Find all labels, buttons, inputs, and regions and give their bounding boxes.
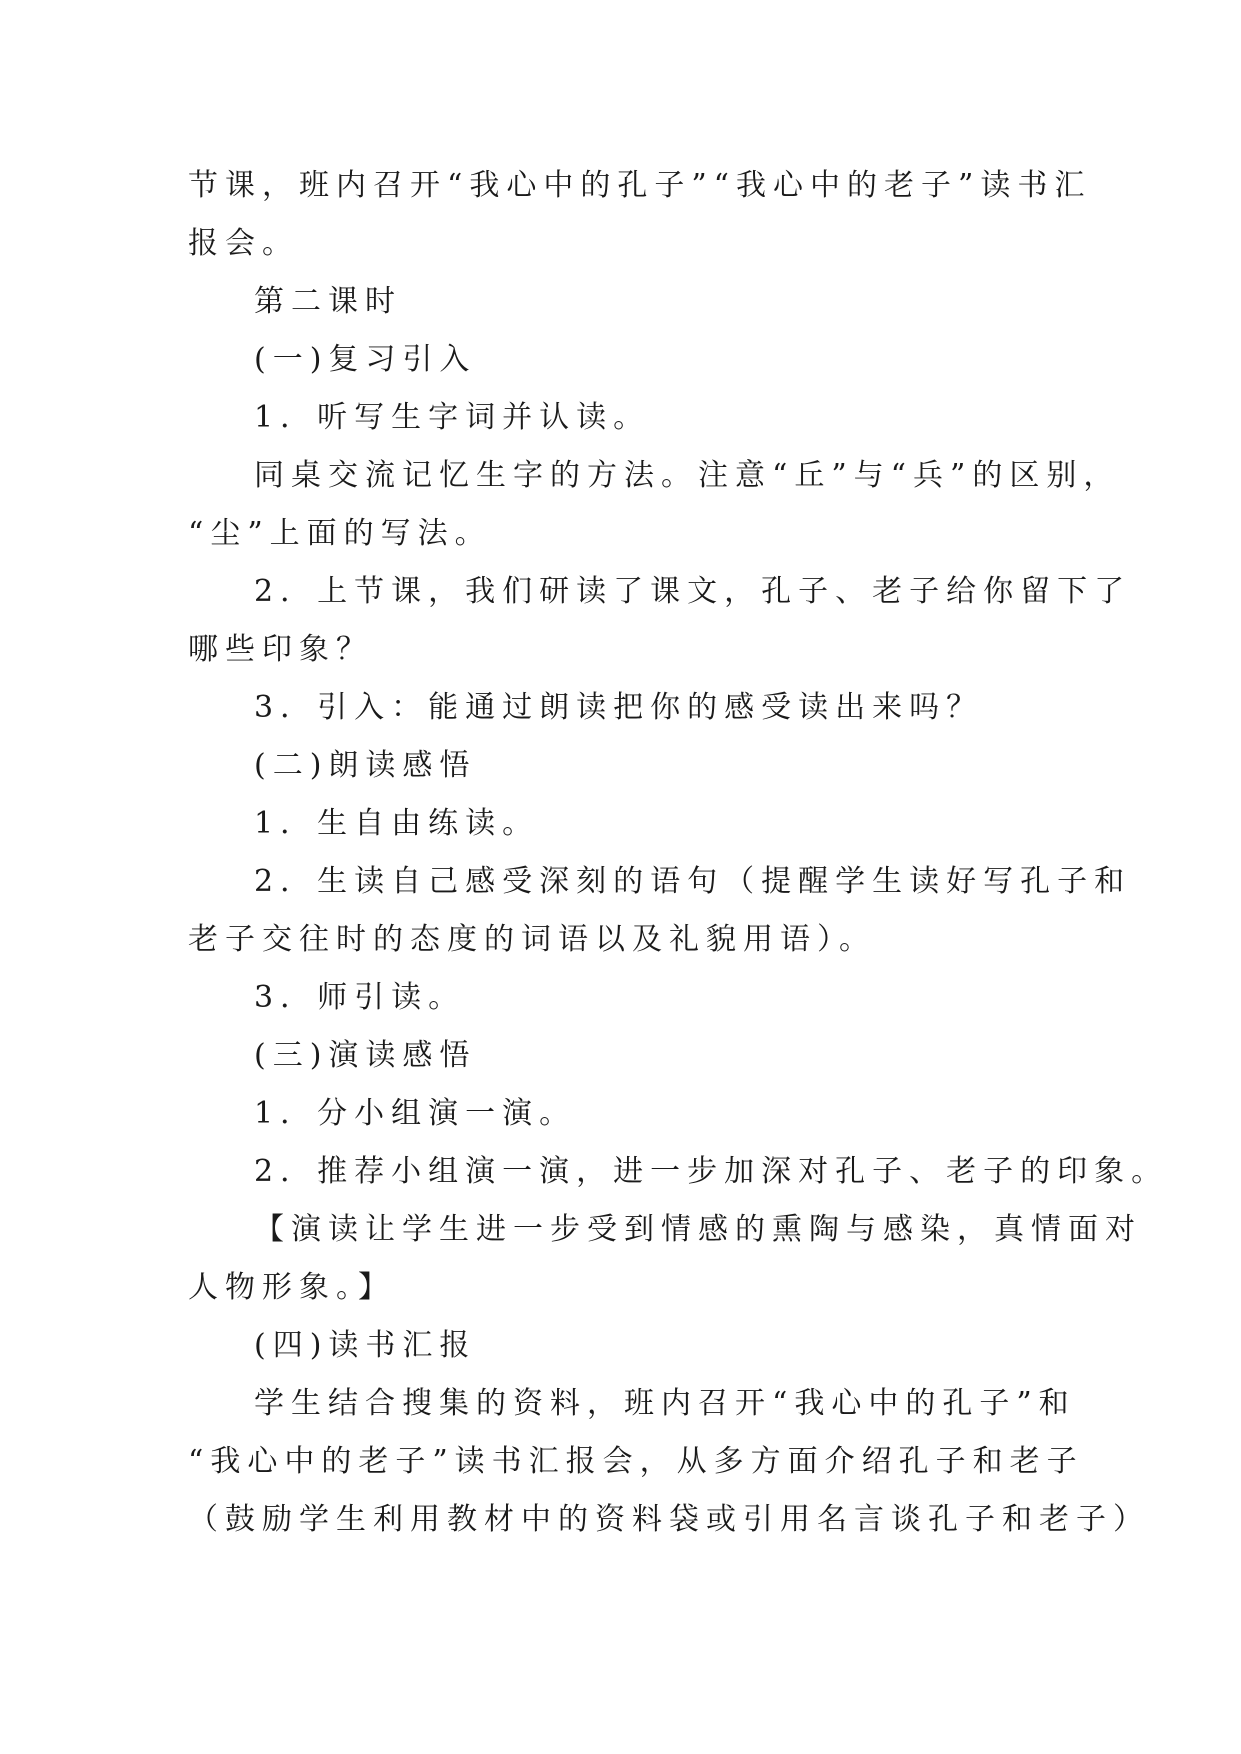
text-line: 报会。 <box>188 226 299 261</box>
text-line: 同桌交流记忆生字的方法。注意“丘”与“兵”的区别， <box>254 458 1121 493</box>
text-line: 1．分小组演一演。 <box>254 1096 577 1131</box>
text-line: 哪些印象？ <box>188 632 373 667</box>
section-heading: (二)朗读感悟 <box>254 748 477 783</box>
section-heading: (四)读书汇报 <box>254 1328 477 1363</box>
text-line: “尘”上面的写法。 <box>188 516 492 551</box>
section-heading: (三)演读感悟 <box>254 1038 477 1073</box>
text-line: 2．生读自己感受深刻的语句（提醒学生读好写孔子和 <box>254 864 1132 899</box>
section-heading: (一)复习引入 <box>254 342 477 377</box>
text-line: 3．引入：能通过朗读把你的感受读出来吗？ <box>254 690 984 725</box>
text-line: 人物形象。】 <box>188 1270 395 1305</box>
text-line: 节课，班内召开“我心中的孔子”“我心中的老子”读书汇 <box>188 168 1092 203</box>
text-line: 【演读让学生进一步受到情感的熏陶与感染，真情面对 <box>254 1212 1142 1247</box>
text-line: “我心中的老子”读书汇报会，从多方面介绍孔子和老子 <box>188 1444 1084 1479</box>
text-line: （鼓励学生利用教材中的资料袋或引用名言谈孔子和老子） <box>188 1502 1150 1537</box>
text-line: 学生结合搜集的资料，班内召开“我心中的孔子”和 <box>254 1386 1076 1421</box>
text-line: 1．生自由练读。 <box>254 806 540 841</box>
lesson-heading: 第二课时 <box>254 284 402 319</box>
text-line: 2．推荐小组演一演，进一步加深对孔子、老子的印象。 <box>254 1154 1169 1189</box>
text-line: 老子交往时的态度的词语以及礼貌用语）。 <box>188 922 876 957</box>
text-line: 2．上节课，我们研读了课文，孔子、老子给你留下了 <box>254 574 1132 609</box>
text-line: 3．师引读。 <box>254 980 466 1015</box>
text-line: 1．听写生字词并认读。 <box>254 400 651 435</box>
